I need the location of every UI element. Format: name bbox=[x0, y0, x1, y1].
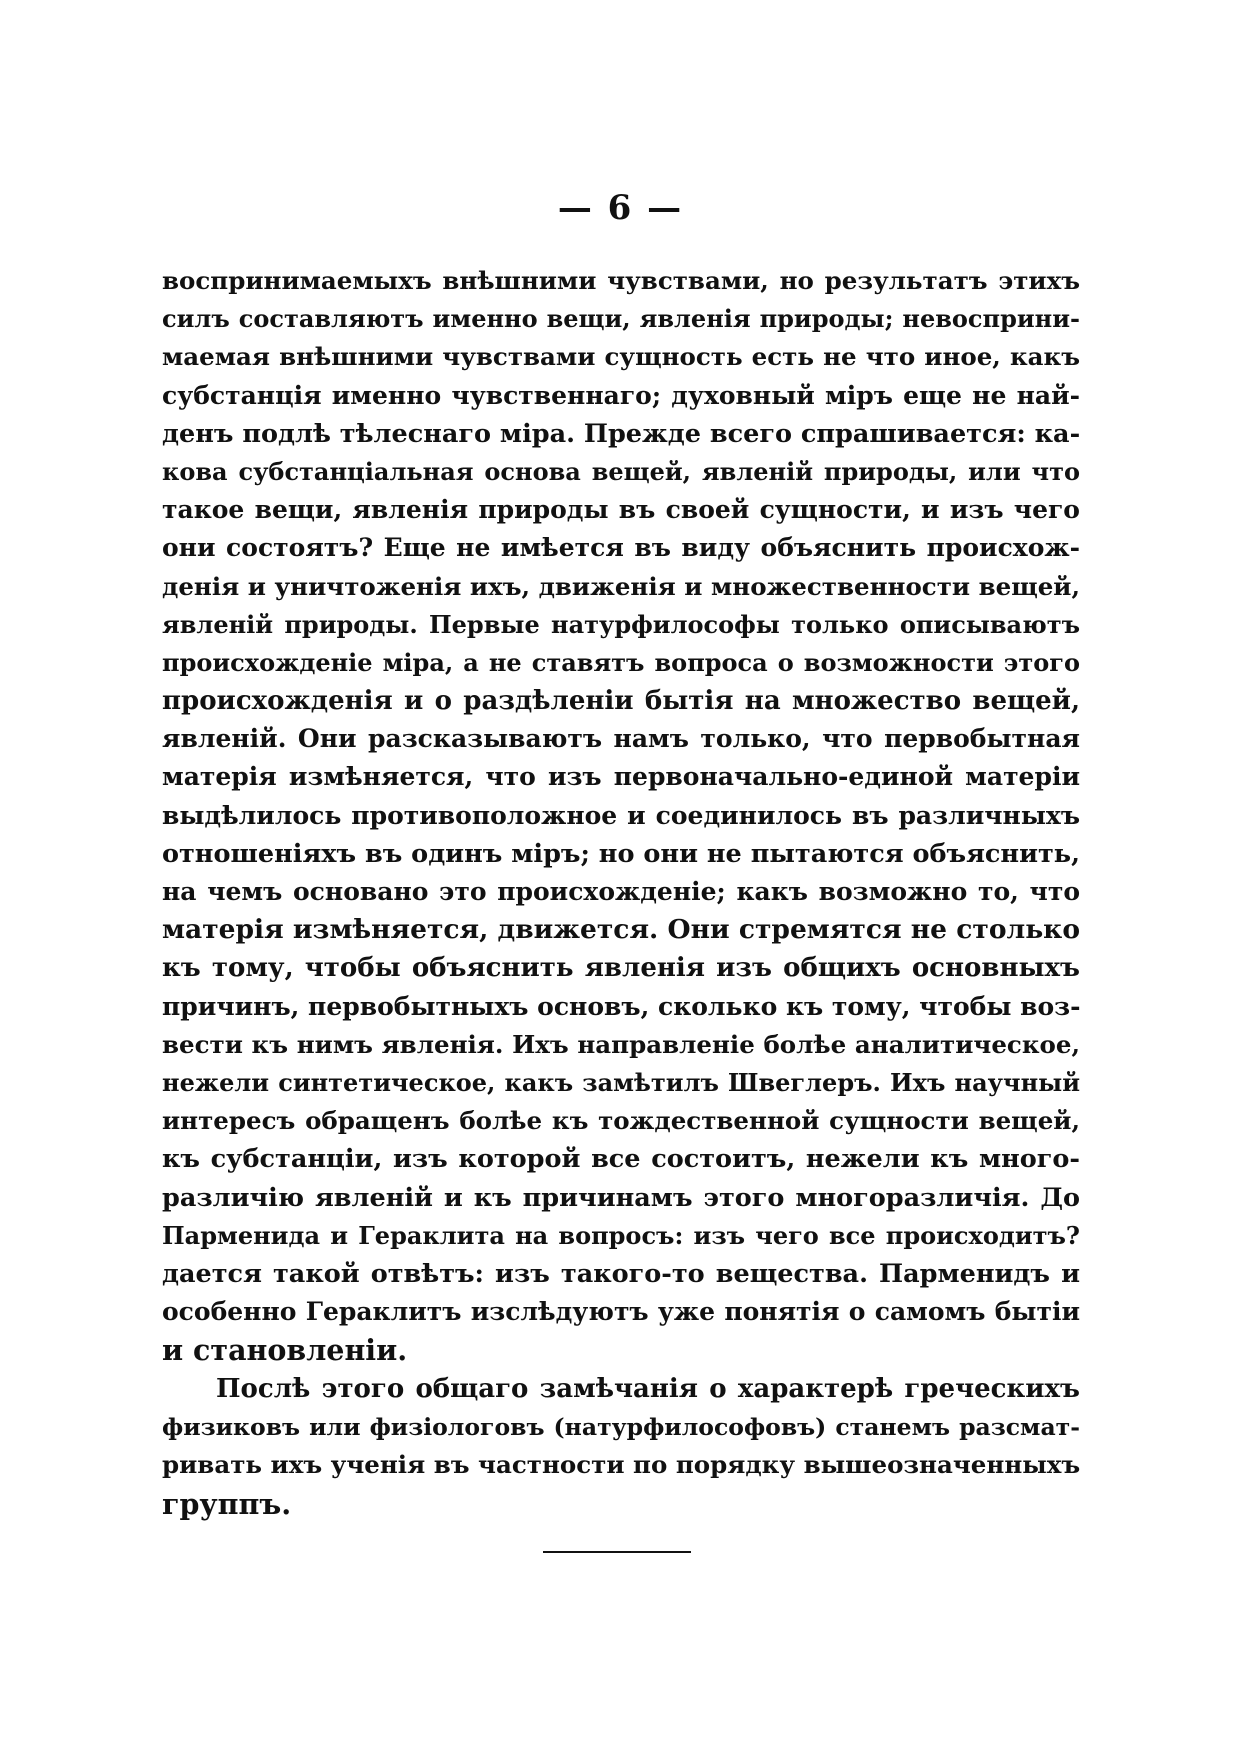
text-line: денъ подлѣ тѣлеснаго міра. Прежде всего спрашивается: ка- bbox=[162, 418, 1080, 449]
text-line: къ субстанціи, изъ которой все состоитъ, нежели къ много- bbox=[162, 1144, 1080, 1175]
text-line: выдѣлилось противоположное и соединилось въ различныхъ bbox=[162, 800, 1080, 830]
text-line: они состоятъ? Еще не имѣется въ виду объяснить происхож- bbox=[162, 533, 1080, 563]
text-line: матерія измѣняется, что изъ первоначально-единой матеріи bbox=[162, 762, 1080, 792]
page-number: — 6 — bbox=[557, 188, 684, 228]
text-line: происхожденіе міра, а не ставятъ вопроса о возможности этого bbox=[162, 647, 1080, 677]
text-line: причинъ, первобытныхъ основъ, сколько къ тому, чтобы воз- bbox=[162, 991, 1080, 1021]
text-line: ривать ихъ ученія въ частности по порядку вышеозначенныхъ bbox=[162, 1450, 1080, 1480]
text-line: субстанція именно чувственнаго; духовный міръ еще не най- bbox=[162, 380, 1080, 410]
text-line: маемая внѣшними чувствами сущность есть не что иное, какъ bbox=[162, 342, 1080, 372]
text-line: нежели синтетическое, какъ замѣтилъ Швеглеръ. Ихъ научный bbox=[162, 1067, 1080, 1097]
text-line: физиковъ или физіологовъ (натурфилософовъ) станемъ разсмат- bbox=[162, 1413, 1080, 1442]
text-line: явленій природы. Первые натурфилософы только описываютъ bbox=[162, 609, 1080, 639]
text-line: группъ. bbox=[162, 1486, 292, 1521]
paragraph-2 bbox=[162, 1370, 1080, 1523]
text-line: интересъ обращенъ болѣе къ тождественной сущности вещей, bbox=[162, 1106, 1080, 1136]
text-line: Парменида и Гераклита на вопросъ: изъ чего все происходитъ? bbox=[162, 1220, 1080, 1250]
text-line: Послѣ этого общаго замѣчанія о характерѣ греческихъ bbox=[216, 1374, 1080, 1404]
section-divider bbox=[543, 1551, 691, 1553]
text-line: къ тому, чтобы объяснить явленія изъ общихъ основныхъ bbox=[162, 953, 1080, 984]
text-line: особенно Гераклитъ изслѣдуютъ уже понятія о самомъ бытіи bbox=[162, 1297, 1080, 1327]
text-line: отношеніяхъ въ одинъ міръ; но они не пытаются объяснить, bbox=[162, 838, 1080, 869]
text-line: матерія измѣняется, движется. Они стремятся не столько bbox=[162, 914, 1080, 946]
text-line: вести къ нимъ явленія. Ихъ направленіе болѣе аналитическое, bbox=[162, 1029, 1080, 1059]
text-line: кова субстанціальная основа вещей, явленій природы, или что bbox=[162, 456, 1080, 486]
text-line: денія и уничтоженія ихъ, движенія и множественности вещей, bbox=[162, 571, 1080, 601]
text-line: происхожденія и о раздѣленіи бытія на множество вещей, bbox=[162, 686, 1080, 717]
text-line: и становленіи. bbox=[162, 1333, 408, 1368]
text-line: силъ составляютъ именно вещи, явленія природы; невосприни- bbox=[162, 304, 1080, 334]
text-line: такое вещи, явленія природы въ своей сущности, и изъ чего bbox=[162, 495, 1080, 525]
paragraph-1 bbox=[162, 262, 1080, 1369]
text-line: воспринимаемыхъ внѣшними чувствами, но результатъ этихъ bbox=[162, 266, 1080, 295]
text-line: явленій. Они разсказываютъ намъ только, что первобытная bbox=[162, 724, 1080, 754]
text-line: различію явленій и къ причинамъ этого многоразличія. До bbox=[162, 1182, 1080, 1213]
text-line: дается такой отвѣтъ: изъ такого-то вещества. Парменидъ и bbox=[162, 1258, 1080, 1289]
text-line: на чемъ основано это происхожденіе; какъ возможно то, что bbox=[162, 877, 1080, 906]
